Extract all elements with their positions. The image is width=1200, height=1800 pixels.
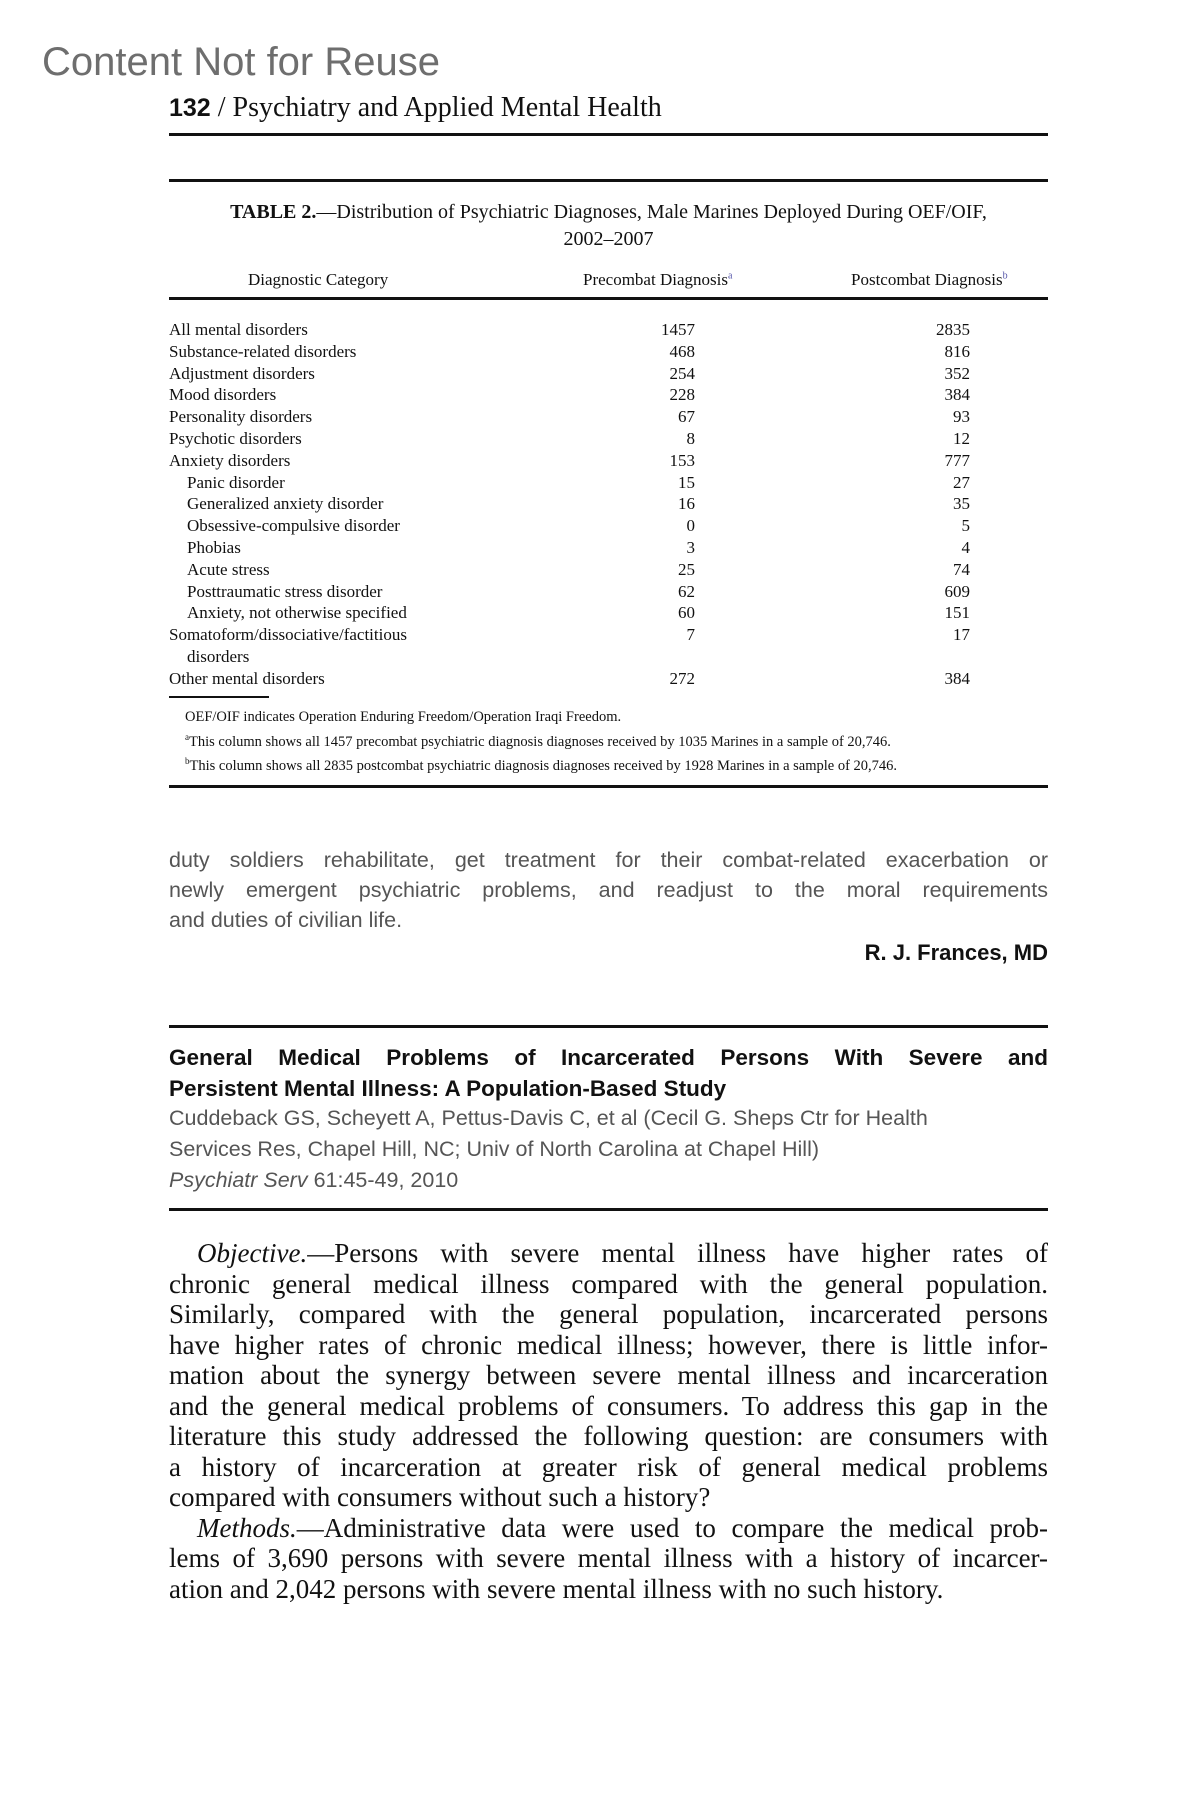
table-row [169, 450, 1048, 472]
precombat-value: 60 [678, 603, 695, 623]
row-label: Posttraumatic stress disorder [187, 581, 383, 601]
title-line: Persistent Mental Illness: A Population-Based Study [169, 1076, 727, 1101]
precombat-value: 8 [686, 428, 695, 448]
table-caption-years: 2002–2007 [563, 228, 654, 250]
separator: / [217, 92, 226, 123]
table-body [169, 319, 1048, 690]
row-label: Mood disorders [169, 385, 277, 405]
methods-line [169, 1513, 1048, 1544]
precombat-value: 7 [686, 625, 695, 645]
precombat-value: 16 [678, 494, 695, 514]
footnote-marker: a [185, 731, 189, 742]
objective-text: —Persons with severe mental illness have higher rates of [307, 1238, 1048, 1268]
objective-text: and the general medical problems of consumers. To address this gap in the [169, 1390, 1048, 1421]
postcombat-value: 384 [944, 385, 970, 405]
precombat-value: 468 [669, 341, 695, 361]
table-row [169, 537, 1048, 559]
objective-line [169, 1330, 1048, 1361]
row-label: Acute stress [187, 559, 270, 579]
row-label: Personality disorders [169, 407, 313, 427]
row-label: Anxiety disorders [169, 450, 291, 470]
row-label: Obsessive-compulsive disorder [187, 516, 400, 536]
footnote-text: OEF/OIF indicates Operation Enduring Freedom/Operation Iraqi Freedom. [185, 709, 622, 725]
article-citation [169, 1103, 1048, 1196]
precombat-value: 228 [669, 385, 695, 405]
column-header-postcombat: Postcombat Diagnosis$^b$ [851, 270, 1008, 289]
running-head [169, 92, 662, 124]
table-caption: —Distribution of Psychiatric Diagnoses, Male Marines Deployed During OEF/OIF, [316, 201, 987, 223]
footnote [185, 708, 897, 728]
row-label: Anxiety, not otherwise specified [187, 603, 407, 623]
commentary-text [169, 845, 1048, 935]
table-row [169, 668, 1048, 690]
footnote [185, 752, 897, 776]
objective-text: Similarly, compared with the general population, incarcerated persons [169, 1299, 1048, 1329]
volume-pages-year: 61:45-49, 2010 [307, 1168, 459, 1192]
postcombat-value: 384 [944, 668, 970, 688]
objective-line [169, 1482, 1048, 1513]
table-row [169, 515, 1048, 537]
table-row [169, 602, 1048, 624]
table-row [169, 363, 1048, 385]
postcombat-value: 2835 [936, 320, 970, 339]
precombat-value: 0 [686, 516, 695, 536]
postcombat-value: 609 [944, 581, 970, 601]
objective-line [169, 1452, 1048, 1483]
table-row [169, 384, 1048, 406]
table-row [169, 581, 1048, 603]
title-line: General Medical Problems of Incarcerated Persons With Severe and [169, 1045, 1048, 1070]
postcombat-value: 74 [953, 559, 970, 579]
row-label: Psychotic disorders [169, 428, 302, 448]
postcombat-value: 352 [944, 363, 970, 383]
citation-line: Cuddeback GS, Scheyett A, Pettus-Davis C, et al (Cecil G. Sheps Ctr for Health [169, 1106, 928, 1130]
objective-text: literature this study addressed the following question: are consumers with [169, 1421, 1048, 1451]
table-top-rule [169, 179, 1048, 182]
citation-line: Services Res, Chapel Hill, NC; Univ of North Carolina at Chapel Hill) [169, 1137, 820, 1161]
commentary-line: newly emergent psychiatric problems, and readjust to the moral requirements [169, 878, 1048, 902]
methods-line [169, 1574, 1048, 1605]
footnote-text: This column shows all 2835 postcombat psychiatric diagnosis diagnoses received by 1928 Marines in a sample of 20,746. [189, 757, 898, 774]
row-label: Somatoform/dissociative/factitious disorders [169, 625, 407, 666]
journal-name: Psychiatry and Applied Mental Health [232, 92, 662, 123]
precombat-value: 153 [669, 450, 695, 470]
column-header-precombat: Precombat Diagnosis$^a$ [583, 270, 733, 289]
precombat-value: 272 [669, 668, 695, 688]
journal-reference [169, 1165, 1048, 1196]
methods-text: ation and 2,042 persons with severe mental illness with no such history. [169, 1573, 944, 1604]
postcombat-value: 27 [953, 472, 970, 492]
objective-text: mation about the synergy between severe mental illness and incarceration [169, 1360, 1048, 1390]
methods-label: Methods. [197, 1512, 297, 1543]
article-header-rule [169, 1208, 1048, 1211]
precombat-value: 3 [686, 537, 695, 557]
objective-line [169, 1421, 1048, 1452]
row-label: Phobias [187, 537, 241, 557]
postcombat-value: 12 [953, 428, 970, 448]
abstract-text [169, 1238, 1048, 1604]
column-header-category: Diagnostic Category [248, 270, 389, 289]
article-top-rule [169, 1025, 1048, 1028]
table-row [169, 319, 1048, 341]
postcombat-value: 35 [953, 494, 970, 514]
objective-label: Objective. [197, 1238, 308, 1268]
row-label: Adjustment disorders [169, 363, 315, 383]
table-short-rule [169, 696, 269, 698]
precombat-value: 254 [669, 363, 695, 383]
footnote-text: This column shows all 1457 precombat psychiatric diagnosis diagnoses received by 1035 Marines in a sample of 20,746. [189, 733, 891, 750]
table-bottom-rule [169, 785, 1048, 788]
table-header-rule [169, 297, 1048, 300]
objective-line [169, 1269, 1048, 1300]
postcombat-value: 93 [953, 407, 970, 427]
objective-line [169, 1391, 1048, 1422]
postcombat-value: 5 [961, 516, 970, 536]
precombat-value: 1457 [661, 320, 695, 339]
methods-text: lems of 3,690 persons with severe mental illness with a history of incarcer- [169, 1543, 1048, 1573]
table-title [169, 199, 1048, 253]
precombat-value: 25 [678, 559, 695, 579]
row-label: Generalized anxiety disorder [187, 494, 384, 514]
postcombat-value: 816 [944, 341, 970, 361]
objective-text: compared with consumers without such a history? [169, 1482, 711, 1512]
methods-text: —Administrative data were used to compare the medical prob- [296, 1512, 1048, 1543]
table-label: TABLE 2. [230, 201, 317, 223]
precombat-value: 62 [678, 581, 695, 601]
objective-text: chronic general medical illness compared with the general population. [169, 1268, 1048, 1299]
objective-line [169, 1299, 1048, 1330]
objective-text: have higher rates of chronic medical illness; however, there is little infor- [169, 1329, 1048, 1360]
table-row [169, 493, 1048, 515]
row-label: Other mental disorders [169, 668, 325, 688]
watermark: Content Not for Reuse [42, 40, 440, 84]
table-row [169, 341, 1048, 363]
row-label: Substance-related disorders [169, 341, 357, 361]
commentary-line: duty soldiers rehabilitate, get treatment for their combat-related exacerbation or [169, 848, 1048, 872]
row-label: Panic disorder [187, 472, 285, 492]
precombat-value: 15 [678, 472, 695, 492]
postcombat-value: 151 [944, 603, 970, 623]
author-signature: R. J. Frances, MD [864, 940, 1048, 965]
objective-line [169, 1238, 1048, 1269]
row-label: All mental disorders [169, 320, 308, 339]
postcombat-value: 4 [961, 537, 970, 557]
footnote [185, 728, 897, 752]
precombat-value: 67 [678, 407, 695, 427]
table-row [169, 624, 1048, 668]
footnote-marker: b [185, 755, 190, 766]
table-row [169, 559, 1048, 581]
page-number: 132 [169, 94, 211, 122]
table-footnotes [185, 708, 897, 776]
commentary-line: and duties of civilian life. [169, 908, 403, 932]
header-rule [169, 133, 1048, 136]
table-row [169, 406, 1048, 428]
objective-line [169, 1360, 1048, 1391]
methods-line [169, 1543, 1048, 1574]
postcombat-value: 777 [944, 450, 970, 470]
article-title [169, 1042, 1048, 1104]
table-row [169, 428, 1048, 450]
journal-abbrev: Psychiatr Serv [169, 1168, 308, 1192]
objective-text: a history of incarceration at greater risk of general medical problems [169, 1451, 1048, 1482]
table-row [169, 472, 1048, 494]
postcombat-value: 17 [953, 625, 970, 645]
